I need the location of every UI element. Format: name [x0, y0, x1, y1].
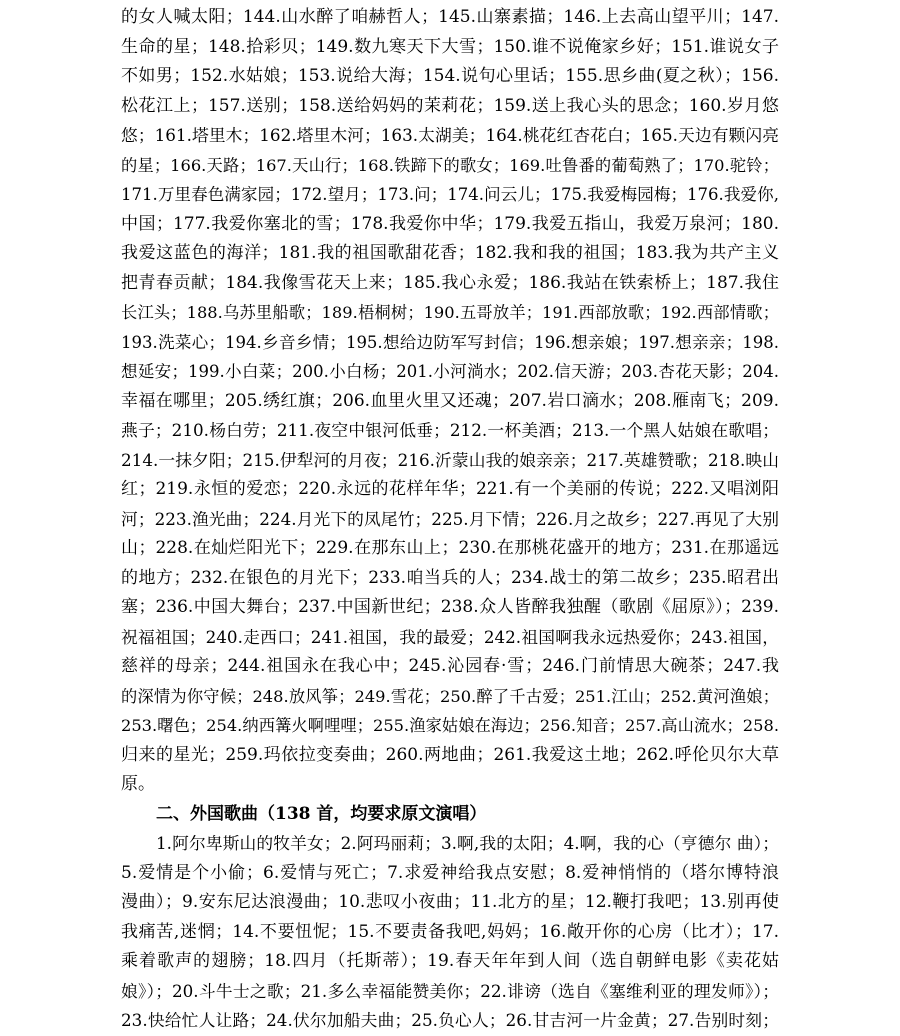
text-line: 原。	[121, 774, 155, 794]
text-line: 慈祥的母亲；244.祖国永在我心中；245.沁园春·雪；246.门前情思大碗茶；247.我	[121, 656, 779, 676]
text-line: 214.一抹夕阳；215.伊犁河的月夜；216.沂蒙山我的娘亲亲；217.英雄赞歌；218.映山	[121, 449, 779, 470]
text-line: 想延安；199.小白菜；200.小白杨；201.小河淌水；202.信天游；203.杏花天影；204.	[121, 362, 779, 381]
text-line: 松花江上；157.送别；158.送给妈妈的茉莉花；159.送上我心头的思念；160.岁月悠	[121, 95, 779, 116]
text-line: 的深情为你守候；248.放风筝；249.雪花；250.醉了千古爱；251.江山；252.黄河渔娘；	[121, 686, 779, 706]
domestic-songs-list	[121, 3, 779, 800]
text-line: 253.曙色；254.纳西篝火啊哩哩；255.渔家姑娘在海边；256.知音；257.高山流水；258.	[121, 716, 779, 735]
text-line: 的地方；232.在银色的月光下；233.咱当兵的人；234.战士的第二故乡；235.昭君出	[121, 567, 779, 588]
section-heading-foreign-songs: 二、外国歌曲（138 首，均要求原文演唱）	[156, 803, 487, 824]
text-line: 把青春贡献；184.我像雪花天上来；185.我心永爱；186.我站在铁索桥上；187.我住	[121, 272, 779, 293]
text-line: 河；223.渔光曲；224.月光下的凤尾竹；225.月下情；226.月之故乡；227.再见了大别	[121, 508, 779, 529]
text-line: 193.洗菜心；194.乡音乡情；195.想给边防军写封信；196.想亲娘；197.想亲亲；198.	[121, 332, 779, 352]
text-line: 生命的星；148.拾彩贝；149.数九寒天下大雪；150.谁不说俺家乡好；151.谁说女子	[121, 36, 779, 57]
text-line: 祝福祖国；240.走西口；241.祖国，我的最爱；242.祖国啊我永远热爱你；243.祖国，	[121, 626, 779, 647]
text-line: 23.快给忙人让路；24.伏尔加船夫曲；25.负心人；26.甘吉河一片金黄；27.告别时刻；	[121, 1010, 779, 1030]
text-line: 的女人喊太阳；144.山水醉了咱赫哲人；145.山寨素描；146.上去高山望平川；147.	[121, 7, 779, 27]
foreign-songs-list	[121, 829, 779, 1036]
text-line: 的星；166.天路；167.天山行；168.铁蹄下的歌女；169.吐鲁番的葡萄熟了；170.驼铃；	[121, 155, 779, 175]
text-line: 中国；177.我爱你塞北的雪；178.我爱你中华；179.我爱五指山，我爱万泉河；180.	[121, 213, 779, 234]
text-line: 红；219.永恒的爱恋；220.永远的花样年华；221.有一个美丽的传说；222.又唱浏阳	[121, 479, 779, 499]
text-line: 5.爱情是个小偷；6.爱情与死亡；7.求爱神给我点安慰；8.爱神悄悄的（塔尔博特浪	[121, 862, 779, 883]
text-line: 长江头；188.乌苏里船歌；189.梧桐树；190.五哥放羊；191.西部放歌；192.西部情歌；	[121, 303, 779, 322]
text-line: 娘》）；20.斗牛士之歌；21.多么幸福能赞美你；22.诽谤（选自《塞维利亚的理发师》）；	[121, 980, 779, 1001]
text-line: 燕子；210.杨白劳；211.夜空中银河低垂；212.一杯美酒；213.一个黑人姑娘在歌唱；	[121, 420, 779, 440]
text-line: 漫曲）；9.安东尼达浪漫曲；10.悲叹小夜曲；11.北方的星；12.鞭打我吧；13.别再使	[121, 892, 779, 912]
text-line: 塞；236.中国大舞台；237.中国新世纪；238.众人皆醉我独醒（歌剧《屈原》）；239.	[121, 597, 779, 617]
text-line: 归来的星光；259.玛依拉变奏曲；260.两地曲；261.我爱这土地；262.呼伦贝尔大草	[121, 744, 779, 765]
text-line: 悠；161.塔里木；162.塔里木河；163.太湖美；164.桃花红杏花白；165.天边有颗闪亮	[121, 125, 779, 145]
text-line: 1.阿尔卑斯山的牧羊女；2.阿玛丽莉；3.啊,我的太阳；4.啊，我的心（亨德尔 曲）；	[156, 833, 779, 853]
text-line: 不如男；152.水姑娘；153.说给大海；154.说句心里话；155.思乡曲(夏之秋）；156.	[121, 66, 779, 86]
text-line: 山；228.在灿烂阳光下；229.在那东山上；230.在那桃花盛开的地方；231.在那遥远	[121, 538, 779, 558]
text-line: 乘着歌声的翅膀；18.四月（托斯蒂）；19.春天年年到人间（选自朝鲜电影《卖花姑	[121, 951, 779, 971]
text-line: 171.万里春色满家园；172.望月；173.问；174.问云儿；175.我爱梅园梅；176.我爱你,	[121, 185, 779, 204]
text-line: 我痛苦,迷惘；14.不要忸怩；15.不要责备我吧,妈妈；16.敞开你的心房（比才）；17.	[121, 921, 779, 942]
text-line: 幸福在哪里；205.绣红旗；206.血里火里又还魂；207.岩口滴水；208.雁南飞；209.	[121, 390, 779, 411]
text-line: 我爱这蓝色的海洋；181.我的祖国歌甜花香；182.我和我的祖国；183.我为共产主义	[121, 243, 779, 263]
